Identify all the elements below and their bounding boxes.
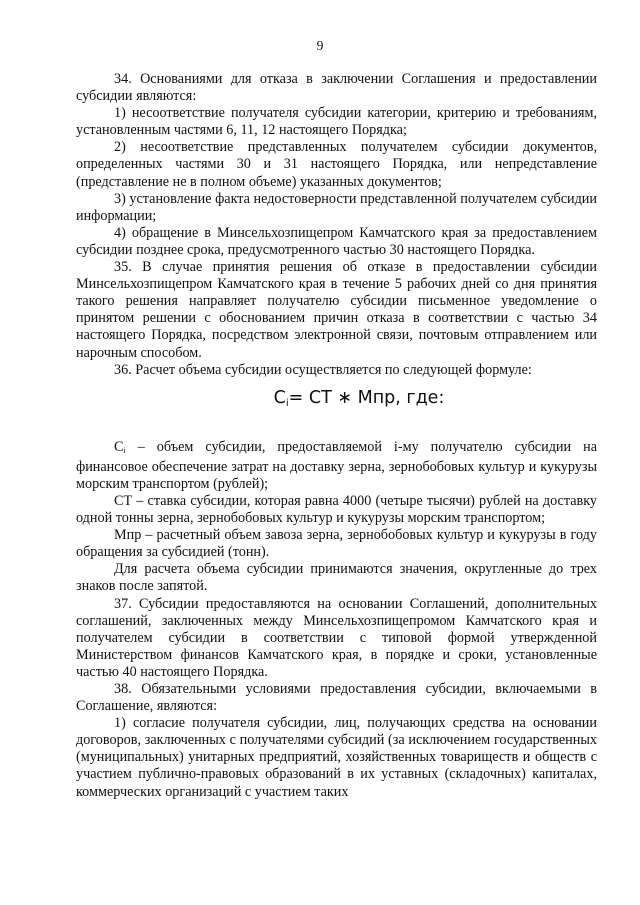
document-body — [76, 71, 597, 801]
paragraph-36: 36. Расчет объема субсидии осуществляется по следующей формуле: — [114, 361, 532, 378]
definition-ci-symbol — [114, 439, 126, 455]
page-number: 9 — [316, 38, 324, 53]
definition-ci — [76, 439, 597, 493]
definition-mpr: Мпр – расчетный объем завоза зерна, зернобобовых культур и кукурузы в году обращения за субсидией (тонн). — [76, 527, 597, 561]
paragraph-37: 37. Субсидии предоставляются на основании Соглашений, дополнительных соглашений, заключенных между Минсельхозпищепромом Камчатского края и получателем субсидии в соответствии с типовой формой утвержденной Министерством финансов Камчатского края, в порядке и сроки, установленные частью 40 настоящего Порядка. — [76, 595, 597, 680]
paragraph-38: 38. Обязательными условиями предоставления субсидии, включаемыми в Соглашение, являются: — [76, 681, 597, 715]
paragraph-34-item-2: 2) несоответствие представленных получателем субсидии документов, определенных частями 30 и 31 настоящего Порядка, или непредставление (представление не в полном объеме) указанных документов; — [76, 139, 597, 190]
definition-ci-text: – объем субсидии, предоставляемой i-му получателю субсидии на финансовое обеспечение затрат на доставку зерна, зернобобовых культур и кукурузы морским транспортом (рублей); — [76, 438, 597, 492]
paragraph-34: 34. Основаниями для отказа в заключении Соглашения и предоставлении субсидии являются: — [76, 71, 597, 105]
paragraph-34-item-1: 1) несоответствие получателя субсидии категории, критерию и требованиям, установленным частями 6, 11, 12 настоящего Порядка; — [76, 105, 597, 139]
subsidy-formula — [76, 387, 597, 415]
paragraph-34-item-3: 3) установление факта недостоверности представленной получателем субсидии информации; — [76, 190, 597, 224]
formula-lhs-subscript: i — [285, 397, 289, 409]
rounding-note: Для расчета объема субсидии принимаются значения, округленные до трех знаков после запятой. — [76, 561, 597, 595]
definition-ci-subscript: i — [123, 445, 126, 455]
formula-lhs: С — [273, 387, 286, 408]
definition-st: СТ – ставка субсидии, которая равна 4000 (четыре тысячи) рублей на доставку одной тонны зерна, зернобобовых культур и кукурузы морским транспортом; — [76, 492, 597, 527]
paragraph-34-item-4: 4) обращение в Минсельхозпищепром Камчатского края за предоставлением субсидии позднее срока, предусмотренного частью 30 настоящего Порядка. — [76, 224, 597, 258]
paragraph-38-item-1: 1) согласие получателя субсидии, лиц, получающих средства на основании договоров, заключенных с получателями субсидий (за исключением государственных (муниципальных) унитарных предприятий, хозяйственных товариществ и обществ с участием публично-правовых образований в их уставных (складочных) капиталах, коммерческих организаций с участием таких — [76, 715, 597, 800]
formula-rhs: СТ ∗ Мпр, где: — [303, 387, 445, 408]
formula-equals: = — [288, 387, 304, 408]
paragraph-35: 35. В случае принятия решения об отказе в предоставлении субсидии Минсельхозпищепром Камчатского края в течение 5 рабочих дней со дня принятия такого решения направляет получателю субсидии письменное уведомление о принятом решении с обоснованием причин отказа в соответствии с частью 34 настоящего Порядка, посредством электронной связи, почтовым отправлением или нарочным способом. — [76, 259, 597, 361]
definition-ci-letter: С — [114, 438, 124, 455]
